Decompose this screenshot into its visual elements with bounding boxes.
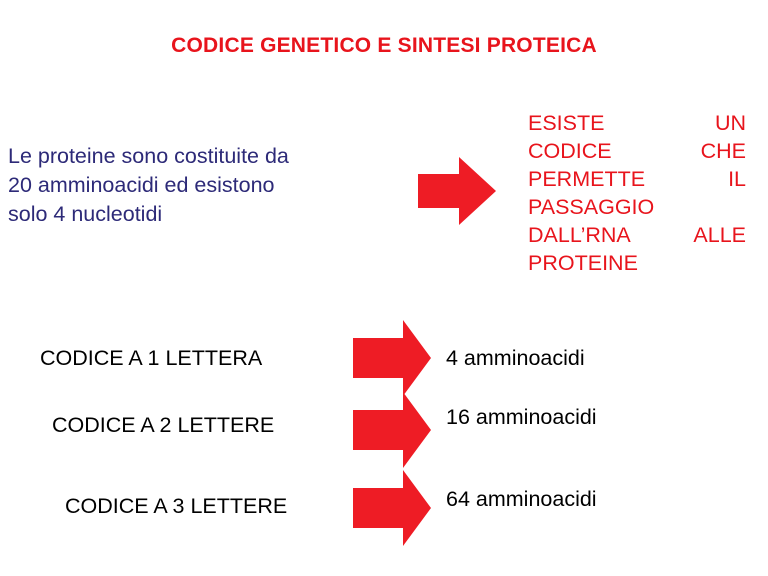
intro-line-1: Le proteine sono costituite da: [8, 144, 289, 168]
row-1-arrow-icon: [353, 320, 431, 396]
result-line-1: ESISTE UN: [528, 111, 746, 135]
amino-count-3: 64 amminoacidi: [446, 487, 597, 511]
result-line-4: PASSAGGIO: [528, 195, 655, 219]
result-line-6: PROTEINE: [528, 251, 638, 275]
intro-text: [8, 142, 368, 229]
intro-line-3: solo 4 nucleotidi: [8, 202, 163, 226]
row-2-arrow-icon: [353, 392, 431, 468]
result-line-5: DALL’RNA ALLE: [528, 223, 746, 247]
code-label-2: CODICE A 2 LETTERE: [52, 413, 275, 437]
intro-line-2: 20 amminoacidi ed esistono: [8, 173, 275, 197]
result-line-3: PERMETTE IL: [528, 167, 746, 191]
result-text: [528, 109, 746, 277]
row-3-arrow-icon: [353, 470, 431, 546]
amino-count-1: 4 amminoacidi: [446, 346, 585, 370]
code-label-3: CODICE A 3 LETTERE: [65, 494, 288, 518]
amino-count-2: 16 amminoacidi: [446, 405, 597, 429]
result-line-2: CODICE CHE: [528, 139, 746, 163]
slide-title: CODICE GENETICO E SINTESI PROTEICA: [171, 34, 597, 57]
main-arrow-icon: [418, 157, 496, 225]
code-label-1: CODICE A 1 LETTERA: [40, 346, 263, 370]
